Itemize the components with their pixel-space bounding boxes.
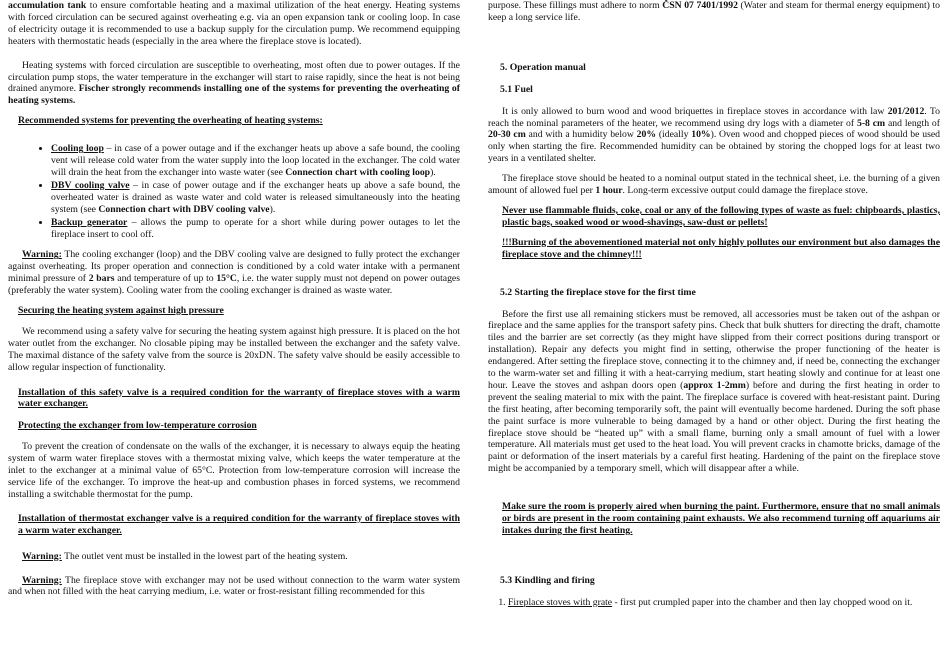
fuel-warning: !!!Burning of the abovementioned material not only highly pollutes our environment but also damages the fireplace stove and the chimney!!! xyxy=(502,236,940,260)
left-page xyxy=(8,0,460,660)
bullet-list xyxy=(8,143,460,240)
warning-paragraph: Warning: The outlet vent must be installed in the lowest part of the heating system. xyxy=(22,550,348,562)
warning-paragraph: Warning: The fireplace stove with exchanger may not be used without connection to the warm water system and when not filled with the heat carrying medium, i.e. water or frost-resistant filling recommended for this xyxy=(8,574,460,598)
list-item: • Backup generator – allows the pump to operate for a short while during power outages to let the fireplace insert to cool off. xyxy=(51,217,460,241)
paragraph: We recommend using a safety valve for securing the heating system against high pressure. It is placed on the hot water outlet from the exchanger. No closable piping may be installed between the exchanger and the safety valve. The maximal distance of the safety valve from the source is 20xDN. The safety valve should be easily accessible to allow regular inspection of functionality. xyxy=(8,325,460,373)
paragraph: accumulation tank to ensure comfortable heating and a maximal utilization of the heat energy. Heating systems with forced circulation can be secured against overheating e.g. via an open expansion tank or cooling loop. In case of electricity outage it is recommended to use a backup supply for the circulation pump. We recommend equipping heaters with thermostatic heads (especially in the area where the fireplace stove is located). xyxy=(8,0,460,47)
right-page xyxy=(488,0,940,660)
paragraph: Before the first use all remaining stickers must be removed, all accessories must be taken out of the ashpan or fireplace and the same applies for the transport safety pins. Check that bulk shutters for directing the draft, chamotte tiles and the barrier are set correctly (as they might have slipped from their correct positions during transport or installation). Repair any defects you might find in setting, otherwise the proper functioning of the heater is endangered. After setting the fireplace stove, connecting it to the chimney and, if need be, connecting the exchanger to the warm-water set and filling it with a heat-carrying medium, start heating slowly and continue for at least one hour. Leave the stoves and ashpan doors open (approx 1-2mm) before and during the first heating in order to prevent the sealing material to mix with the paint. The fireplace surface is covered with heat-resistant paint. During the first heating, after becoming temporarily soft, the paint will eventually become hardened. During the soft phase the paint surface is more vulnerable to being damaged by a hand or other object. During the first heating the fireplace stove should be “heated up” with a small flame, burning only a small amount of fuel with a lower temperature. All materials must get used to the heat load. You will prevent cracks in chamotte bricks, damage of the paint or deformation of the insert materials by a careful first heating. Hardening of the paint on the fireplace stove might be accompanied by a temporary smell, which will disappear after a while. xyxy=(488,308,940,475)
section-heading: Protecting the exchanger from low-temperature corrosion xyxy=(18,420,257,432)
list-item: 1. Fireplace stoves with grate - first put crumpled paper into the chamber and then lay chopped wood on it. xyxy=(508,597,940,609)
subsection-title: 5.1 Fuel xyxy=(500,83,533,95)
fuel-warning: Never use flammable fluids, coke, coal or any of the following types of waste as fuel: chipboards, plastics, plastic bags, soaked wood or wood-shavings, saw-dust or pellets! xyxy=(502,204,940,228)
paragraph: It is only allowed to burn wood and wood briquettes in fireplace stoves in accordance with law 201/2012. To reach the nominal parameters of the heater, we recommend using dry logs with a diameter of 5-8 cm and length of 20-30 cm and with a humidity below 20% (ideally 10%). Oven wood and chopped pieces of wood should be used only when starting the fire. Recommended humidity can be obtained by storing the chopped logs for at least two years in a ventilated shelter. xyxy=(488,105,940,165)
section-heading: Securing the heating system against high pressure xyxy=(18,305,224,317)
warning-paragraph: Warning: The cooling exchanger (loop) and the DBV cooling valve are designed to fully protect the exchanger against overheating. Its proper operation and connection is conditioned by a cold water intake with a permanent minimal pressure of 2 bars and temperature of up to 15°C, i.e. the water supply must not depend on power outages (preferably the water system). Cooling water from the cooling exchanger is drained as waste water. xyxy=(8,249,460,297)
numbered-list xyxy=(488,597,940,609)
paragraph: The fireplace stove should be heated to a nominal output stated in the technical sheet, i.e. the burning of a given amount of allowed fuel per 1 hour. Long-term excessive output could damage the fireplace stove. xyxy=(488,173,940,197)
list-item: • Cooling loop – in case of a power outage and if the exchanger heats up above a safe bound, the cooling vent will release cold water from the water supply into the loop located in the exchanger. The cold water will drain the heat from the exchanger into waste water (see Connection chart with cooling loop). xyxy=(51,143,460,179)
section-title: 5. Operation manual xyxy=(500,61,586,73)
airing-warning: Make sure the room is properly aired when burning the paint. Furthermore, ensure that no small animals or birds are present in the room containing paint exhausts. We also recommend turning off aquariums air intakes during the first heating. xyxy=(502,501,940,536)
paragraph: To prevent the creation of condensate on the walls of the exchanger, it is necessary to always equip the heating system of warm water fireplace stoves with a thermostat mixing valve, which keeps the water temperature at the inlet to the exchanger at a minimal value of 65°C. Protection from low-temperature corrosion will increase the service life of the exchanger. To improve the heat-up and combustion phases in forced systems, we recommend installing a switchable thermostat for the pump. xyxy=(8,441,460,500)
list-item: • DBV cooling valve – in case of power outage and if the exchanger heats up above a safe bound, the overheated water is drained as waste water and cold water is released simultaneously into the heating system (see Connection chart with DBV cooling valve). xyxy=(51,180,460,216)
subsection-title: 5.2 Starting the fireplace stove for the first time xyxy=(500,286,696,298)
subsection-title: 5.3 Kindling and firing xyxy=(500,574,595,586)
paragraph: purpose. These fillings must adhere to norm ČSN 07 7401/1992 (Water and steam for thermal energy equipment) to keep a long service life. xyxy=(488,0,941,23)
warranty-notice: Installation of thermostat exchanger valve is a required condition for the warranty of fireplace stoves with a warm water exchanger. xyxy=(18,512,460,536)
warranty-notice: Installation of this safety valve is a required condition for the warranty of fireplace stoves with a warm water exchanger. xyxy=(18,386,460,410)
section-heading: Recommended systems for preventing the overheating of heating systems: xyxy=(18,115,323,127)
paragraph: Heating systems with forced circulation are susceptible to overheating, most often due to power outages. If the circulation pump stops, the water temperature in the exchanger will start to raise rapidly, since the heat is not being drained anymore. Fischer strongly recommends installing one of the systems for preventing the overheating of heating systems. xyxy=(8,59,460,107)
